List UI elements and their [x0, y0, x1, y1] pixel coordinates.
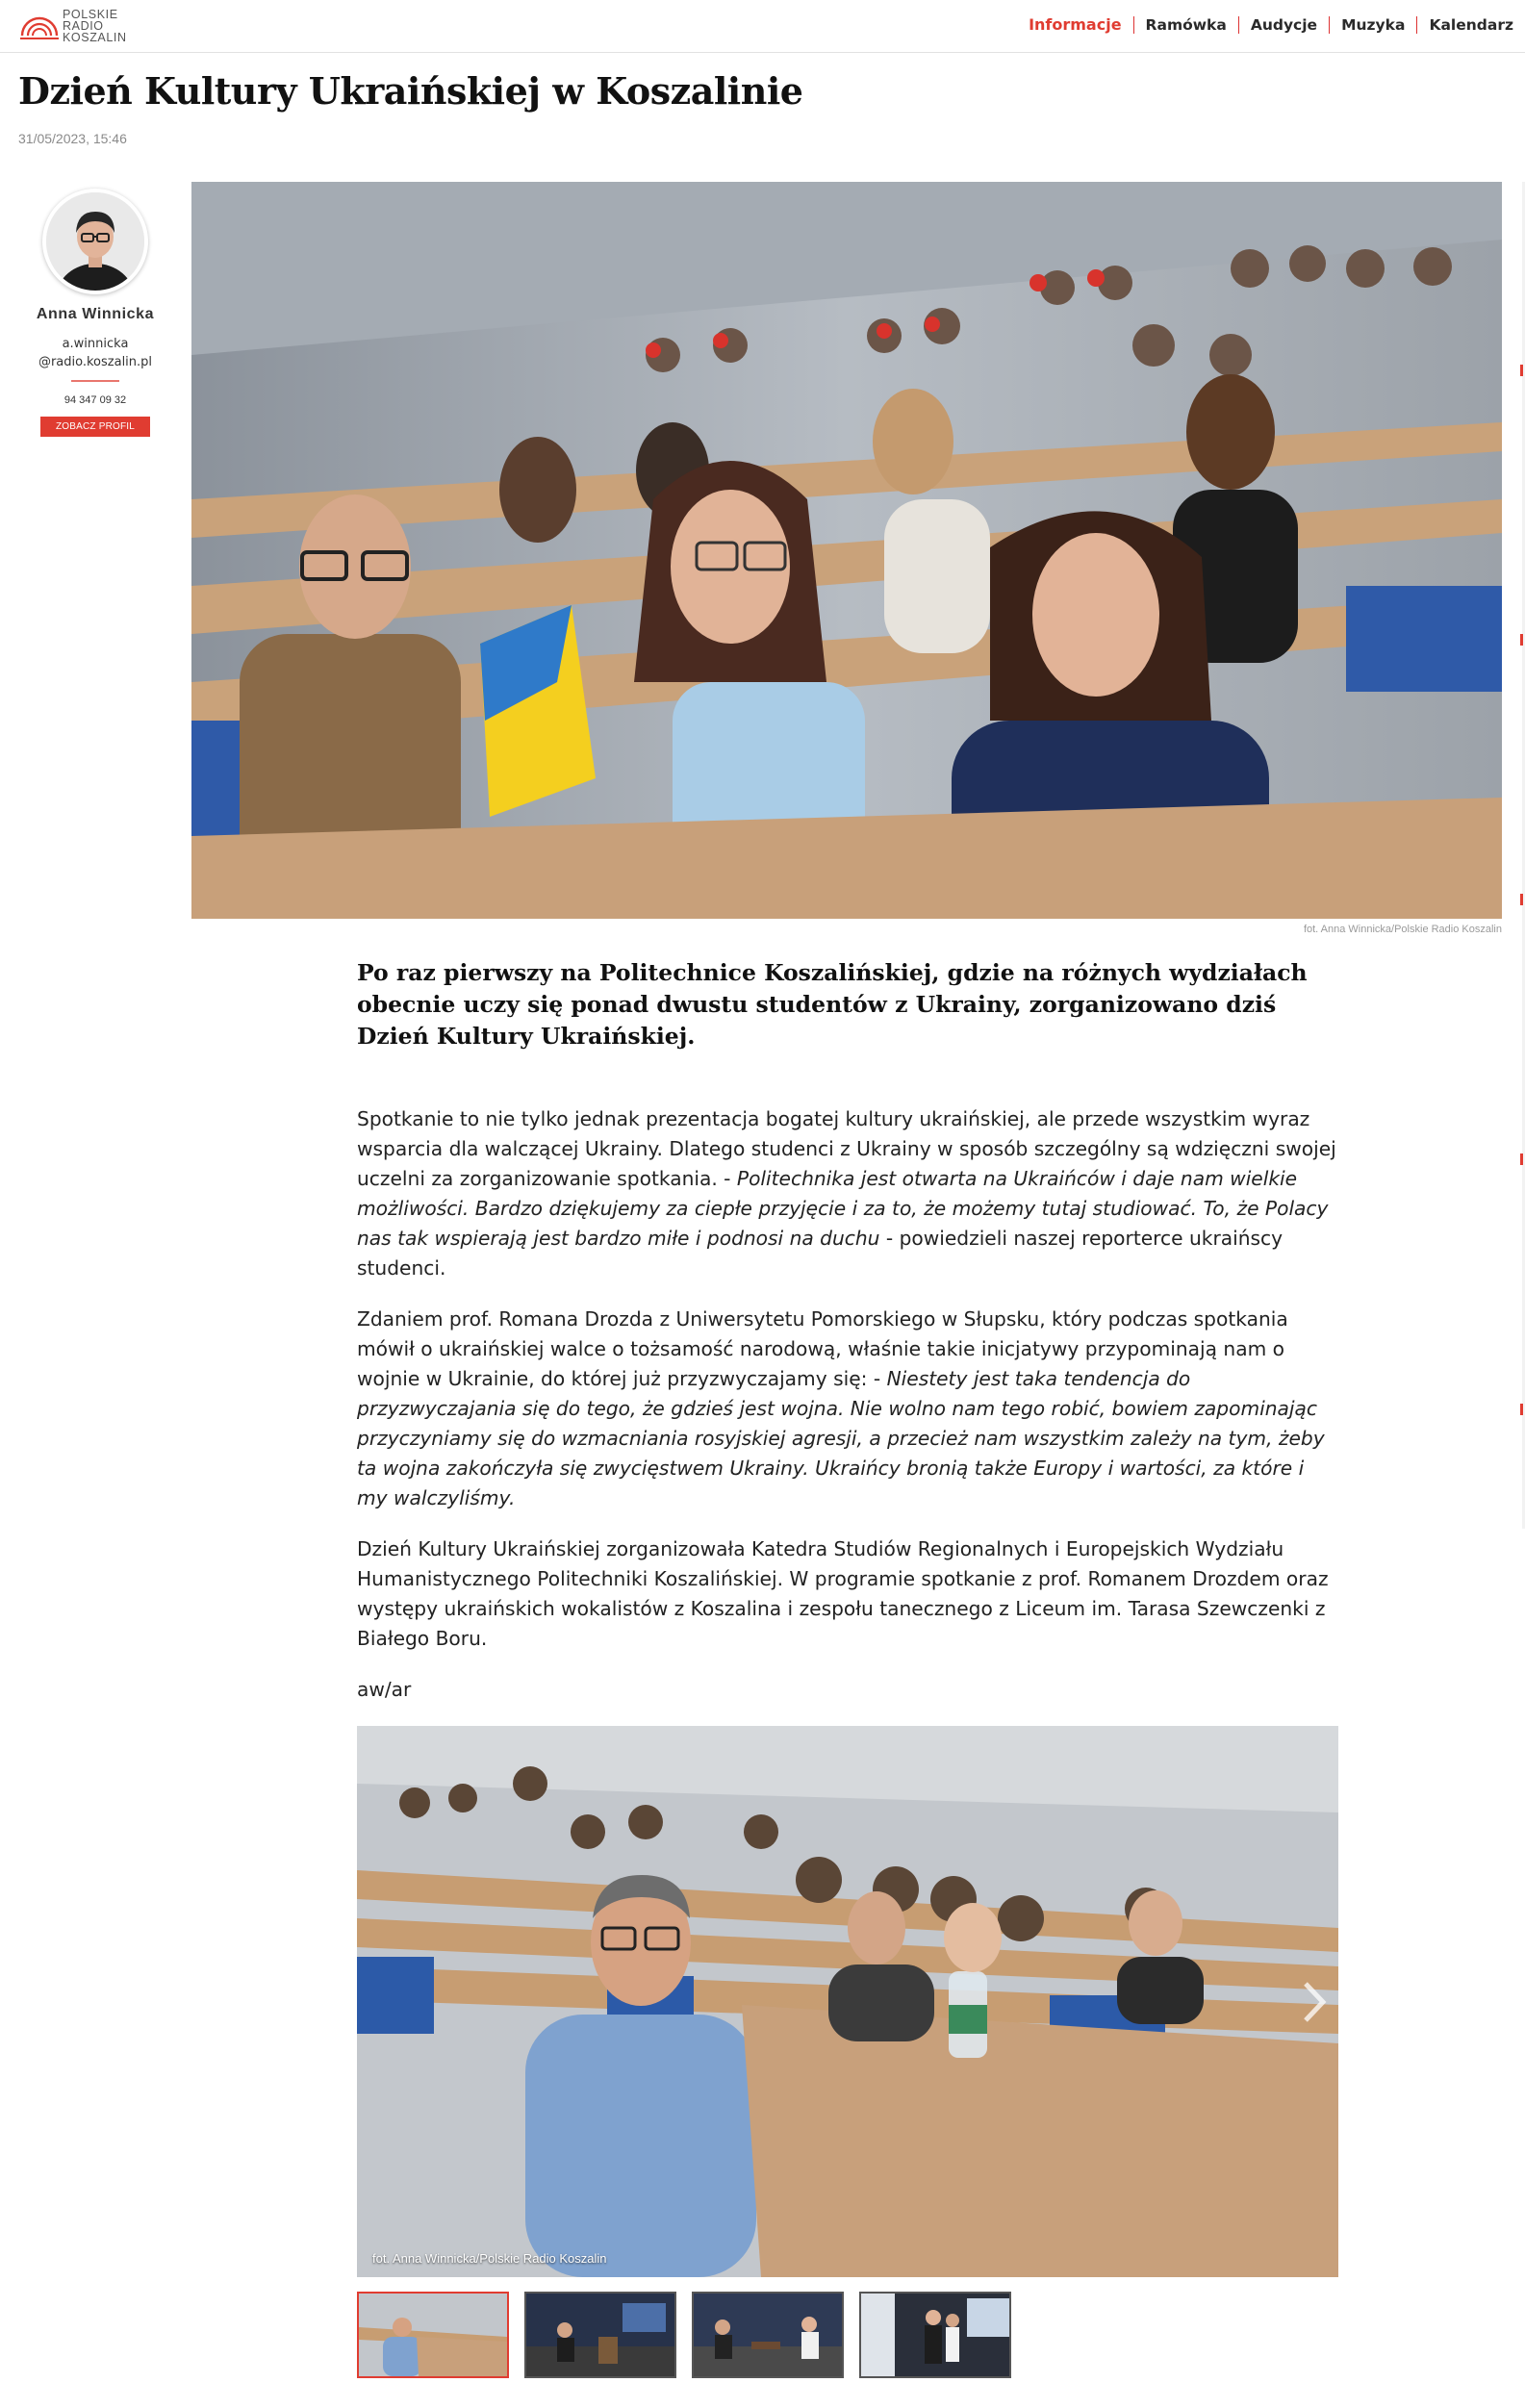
gallery-photo-credit: fot. Anna Winnicka/Polskie Radio Koszalin [372, 2251, 607, 2266]
gallery-thumbnails [357, 2292, 1027, 2378]
article-date: 31/05/2023, 15:46 [18, 131, 127, 146]
paragraph-2 [357, 1305, 1338, 1513]
nav-item-muzyka[interactable]: Muzyka [1329, 16, 1416, 34]
author-divider [71, 380, 119, 382]
paragraph-1-end: - powiedzieli naszej reporterce ukraińscy studenci. [357, 1227, 1284, 1280]
author-name[interactable]: Anna Winnicka [36, 306, 155, 322]
paragraph-1-quote: Politechnika jest otwarta na Ukraińców i daje nam wielkie możliwości. Bardzo dziękujemy za ciepłe przyjęcie i za to, że możemy tutaj studiować. To, że Polacy nas tak wspierają jest bardzo miłe i podnosi na duchu [357, 1167, 1329, 1250]
chevron-right-icon[interactable] [1298, 1978, 1331, 2026]
author-email-user: a.winnicka [62, 337, 129, 351]
nav-item-audycje[interactable]: Audycje [1238, 16, 1329, 34]
site-logo[interactable] [18, 7, 163, 45]
view-profile-button[interactable]: ZOBACZ PROFIL [40, 417, 150, 437]
gallery-thumbnail-3[interactable] [692, 2292, 844, 2378]
lecture-hall-audience-image [191, 182, 1502, 919]
author-box [35, 189, 156, 437]
gallery-thumbnail-2[interactable] [524, 2292, 676, 2378]
article-title: Dzień Kultury Ukraińskiej w Koszalinie [18, 69, 803, 113]
nav-item-ramowka[interactable]: Ramówka [1133, 16, 1238, 34]
author-portrait-image [46, 192, 144, 291]
paragraph-2-quote: Niestety jest taka tendencja do przyzwyczajania się do tego, że gdzieś jest wojna. Nie wolno nam tego robić, bowiem zapominając przyczyniamy się do wzmacniania rosyjskiej agresji, a przecież nam wszystkim zależy na tym, żeby ta wojna zakończyła się zwycięstwem Ukrainy. Ukraińcy bronią także Europy i wartości, za które i my walczyliśmy. [357, 1367, 1325, 1509]
gallery-thumbnail-1[interactable] [357, 2292, 509, 2378]
paragraph-1 [357, 1104, 1338, 1283]
radio-wave-logo-icon [18, 7, 61, 43]
logo-line-1: POLSKIE [63, 8, 118, 21]
main-photo-credit: fot. Anna Winnicka/Polskie Radio Koszalin [1303, 924, 1502, 935]
main-photo[interactable] [191, 182, 1502, 919]
sidebar-edge-decoration [1514, 182, 1525, 1529]
nav-item-informacje[interactable]: Informacje [1029, 15, 1122, 34]
top-bar [0, 0, 1525, 53]
thumbnail-image [694, 2294, 842, 2376]
article-lead: Po raz pierwszy na Politechnice Koszalińskiej, gdzie na różnych wydziałach obecnie uczy się ponad dwustu studentów z Ukrainy, zorganizowano dziś Dzień Kultury Ukraińskiej. [357, 959, 1308, 1050]
main-nav [1017, 16, 1525, 34]
thumbnail-image [526, 2294, 674, 2376]
gallery-photo-image [357, 1726, 1338, 2277]
article-body [357, 1104, 1338, 1726]
article-signature: aw/ar [357, 1678, 412, 1701]
nav-item-kalendarz[interactable]: Kalendarz [1416, 16, 1525, 34]
paragraph-1-text: Spotkanie to nie tylko jednak prezentacja bogatej kultury ukraińskiej, ale przede wszystkim wyraz wsparcia dla walczącej Ukrainy. Dlatego studenci z Ukrainy w sposób szczególny są wdzięczni swojej uczelni za zorganizowanie spotkania. - [357, 1107, 1336, 1190]
logo-line-3: KOSZALIN [63, 31, 127, 44]
paragraph-2-text: Zdaniem prof. Romana Drozda z Uniwersytetu Pomorskiego w Słupsku, który podczas spotkania mówił o ukraińskiej walce o tożsamość narodową, właśnie takie inicjatywy przypominają nam o wojnie w Ukrainie, do której już przyzwyczajamy się: - [357, 1307, 1288, 1390]
photo-gallery[interactable] [357, 1726, 1338, 2277]
author-email[interactable] [35, 335, 156, 371]
thumbnail-image [861, 2294, 1009, 2376]
author-email-domain: @radio.koszalin.pl [38, 355, 153, 369]
avatar[interactable] [42, 189, 148, 294]
paragraph-3: Dzień Kultury Ukraińskiej zorganizowała Katedra Studiów Regionalnych i Europejskich Wydziału Humanistycznego Politechniki Koszalińskiej. W programie spotkanie z prof. Romanem Drozdem oraz występy ukraińskich wokalistów z Koszalina i zespołu tanecznego z Liceum im. Tarasa Szewczenki z Białego Boru. [357, 1537, 1329, 1650]
thumbnail-image [359, 2294, 507, 2376]
author-phone: 94 347 09 32 [64, 394, 127, 406]
logo-line-2: RADIO [63, 19, 104, 33]
gallery-thumbnail-4[interactable] [859, 2292, 1011, 2378]
logo-wordmark [63, 9, 127, 43]
